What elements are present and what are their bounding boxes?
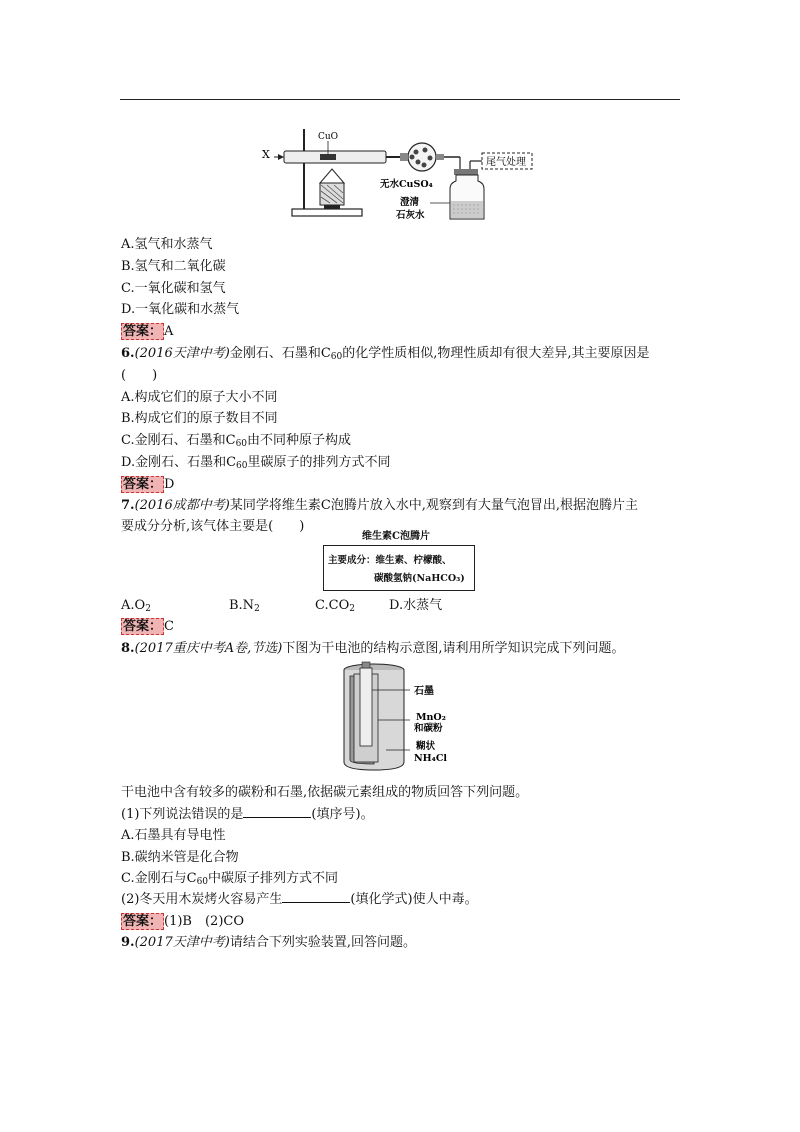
q7-option-b	[229, 597, 315, 615]
answer-label: 答案：	[123, 477, 163, 492]
subscript: 60	[330, 352, 343, 362]
q8-option-c	[121, 870, 338, 888]
question-number: 9.	[121, 935, 135, 950]
q5-option-d: D.一氧化碳和水蒸气	[121, 302, 240, 317]
box-line-1: 主要成分：维生素、柠檬酸、	[328, 555, 452, 566]
stem-text: (2)冬天用木炭烤火容易产生	[121, 892, 283, 907]
q7-stem-2: 要成分分析,该气体主要是( )	[121, 519, 305, 534]
header-rule	[120, 99, 680, 100]
answer-value: A	[164, 324, 174, 339]
subscript: 2	[349, 604, 355, 614]
stem-text: (1)下列说法错误的是	[121, 807, 244, 822]
q6-option-c	[121, 432, 351, 450]
q6-option-b: B.构成它们的原子数目不同	[121, 411, 278, 426]
x-label: X	[262, 148, 270, 161]
q8-sub1	[121, 806, 374, 824]
box-line-2: 碳酸氢钠(NaHCO₃)	[374, 573, 465, 584]
vitamin-c-label-box	[323, 545, 475, 591]
stem-text: 金刚石、石墨和C	[229, 346, 331, 361]
stem-text: 某同学将维生素C泡腾片放入水中,观察到有大量气泡冒出,根据泡腾片主	[229, 498, 639, 513]
nh4cl-label: NH₄Cl	[414, 753, 447, 764]
q6-answer	[121, 476, 174, 494]
subscript: 2	[254, 604, 260, 614]
question-number: 8.	[121, 641, 135, 656]
subscript: 60	[235, 439, 248, 449]
q7-answer	[121, 618, 174, 636]
question-source: (2017重庆中考A卷,节选)	[134, 641, 283, 656]
limewater-label-1: 澄清	[400, 197, 420, 208]
q5-option-c: C.一氧化碳和氢气	[121, 281, 226, 296]
option-text: A.O	[121, 598, 146, 613]
stem-text: (填序号)。	[311, 807, 374, 822]
option-text: 里碳原子的排列方式不同	[247, 455, 391, 470]
q8-sub2	[121, 891, 478, 909]
subscript: 60	[236, 461, 248, 471]
q8-intro: 干电池中含有较多的碳粉和石墨,依据碳元素组成的物质回答下列问题。	[121, 785, 529, 800]
q6-option-a: A.构成它们的原子大小不同	[121, 390, 278, 405]
answer-value: D	[164, 477, 175, 492]
apparatus-figure	[260, 125, 550, 225]
question-source: (2016成都中考)	[134, 498, 230, 513]
paste-label: 糊状	[416, 741, 436, 752]
cuo-label: CuO	[318, 132, 339, 142]
stem-text: 的化学性质相似,物理性质却有很大差异,其主要原因是	[342, 346, 650, 361]
q9-stem	[121, 934, 416, 952]
dry-cell-figure	[330, 660, 470, 778]
option-text: 由不同种原子构成	[247, 433, 352, 448]
option-text: C.金刚石、石墨和C	[121, 433, 236, 448]
q7-option-c	[315, 597, 389, 615]
q7-option-a	[121, 597, 229, 615]
answer-label: 答案：	[123, 619, 163, 634]
stem-text: (填化学式)使人中毒。	[350, 892, 478, 907]
question-source: (2017天津中考)	[134, 935, 230, 950]
graphite-label: 石墨	[414, 686, 434, 697]
option-text: 中碳原子排列方式不同	[208, 871, 339, 886]
q6-option-d	[121, 454, 391, 472]
q8-option-b: B.碳纳米管是化合物	[121, 850, 239, 865]
limewater-label-2: 石灰水	[396, 210, 425, 221]
vitamin-c-label-title: 维生素C泡腾片	[362, 531, 430, 542]
answer-label: 答案：	[123, 324, 163, 339]
question-source: (2016天津中考)	[134, 346, 230, 361]
q6-stem	[121, 345, 649, 363]
carbon-powder-label: 和碳粉	[414, 723, 443, 734]
q5-option-a: A.氢气和水蒸气	[121, 237, 213, 252]
q8-answer	[121, 913, 244, 931]
subscript: 60	[196, 877, 209, 887]
q6-blank: ( )	[121, 368, 158, 383]
option-text: B.N	[229, 598, 255, 613]
option-text: D.金刚石、石墨和C	[121, 455, 237, 470]
q7-option-d: D.水蒸气	[389, 598, 443, 613]
answer-blank[interactable]	[243, 806, 311, 818]
q5-answer	[121, 323, 173, 341]
question-number: 6.	[121, 346, 135, 361]
q8-option-a: A.石墨具有导电性	[121, 828, 226, 843]
cuso4-label: 无水CuSO₄	[380, 179, 433, 190]
q7-options	[121, 597, 442, 615]
answer-value: C	[164, 619, 174, 634]
answer-value: (1)B (2)CO	[164, 914, 245, 929]
mno2-label: MnO₂	[416, 712, 446, 723]
stem-text: 下图为干电池的结构示意图,请利用所学知识完成下列问题。	[282, 641, 625, 656]
option-text: C.CO	[315, 598, 350, 613]
tail-gas-label: 尾气处理	[486, 157, 526, 168]
subscript: 2	[145, 604, 151, 614]
stem-text: 请结合下列实验装置,回答问题。	[229, 935, 416, 950]
q8-stem	[121, 640, 624, 658]
answer-blank[interactable]	[282, 891, 350, 903]
answer-label: 答案：	[123, 914, 163, 929]
option-text: C.金刚石与C	[121, 871, 197, 886]
q7-stem	[121, 497, 638, 515]
q5-option-b: B.氢气和二氧化碳	[121, 259, 226, 274]
question-number: 7.	[121, 498, 135, 513]
